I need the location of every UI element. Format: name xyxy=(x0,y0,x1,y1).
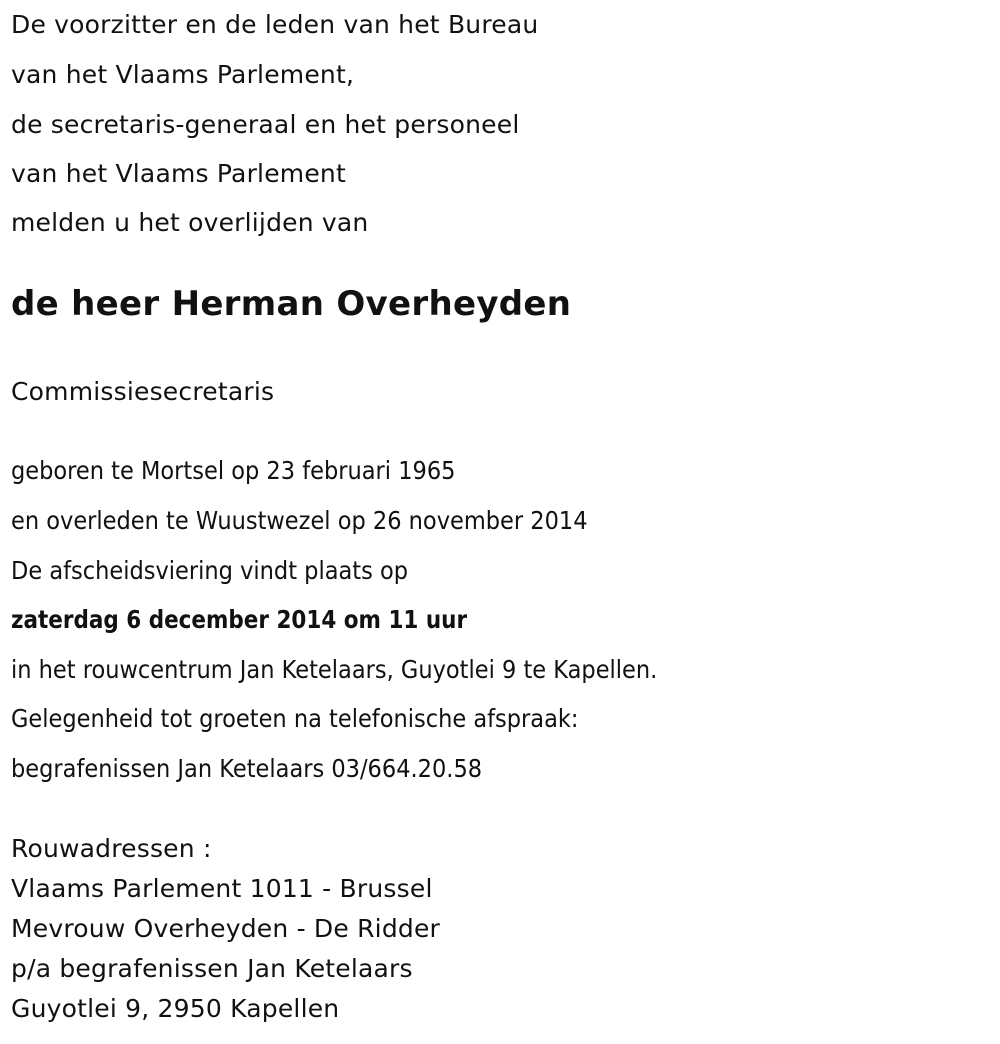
intro-line-1: De voorzitter en de leden van het Bureau xyxy=(11,10,539,39)
address-line-4: Guyotlei 9, 2950 Kapellen xyxy=(11,994,340,1023)
condolence-heading: Rouwadressen : xyxy=(11,834,212,863)
deceased-name-heading: de heer Herman Overheyden xyxy=(11,284,572,324)
address-line-2: Mevrouw Overheyden - De Ridder xyxy=(11,914,441,943)
funeral-contact-line: begrafenissen Jan Ketelaars 03/664.20.58 xyxy=(11,754,483,783)
address-line-1: Vlaams Parlement 1011 - Brussel xyxy=(11,874,433,903)
deceased-function: Commissiesecretaris xyxy=(11,377,275,406)
death-line: en overleden te Wuustwezel op 26 november 2014 xyxy=(11,506,588,535)
birth-line: geboren te Mortsel op 23 februari 1965 xyxy=(11,456,456,485)
address-line-3: p/a begrafenissen Jan Ketelaars xyxy=(11,954,413,983)
intro-line-3: de secretaris-generaal en het personeel xyxy=(11,110,520,139)
ceremony-location: in het rouwcentrum Jan Ketelaars, Guyotlei 9 te Kapellen. xyxy=(11,655,658,684)
visitation-line: Gelegenheid tot groeten na telefonische afspraak: xyxy=(11,704,579,733)
ceremony-intro-line: De afscheidsviering vindt plaats op xyxy=(11,556,409,585)
ceremony-datetime: zaterdag 6 december 2014 om 11 uur xyxy=(11,605,468,634)
intro-line-4: van het Vlaams Parlement xyxy=(11,159,346,188)
intro-line-2: van het Vlaams Parlement, xyxy=(11,60,355,89)
intro-line-5: melden u het overlijden van xyxy=(11,208,369,237)
